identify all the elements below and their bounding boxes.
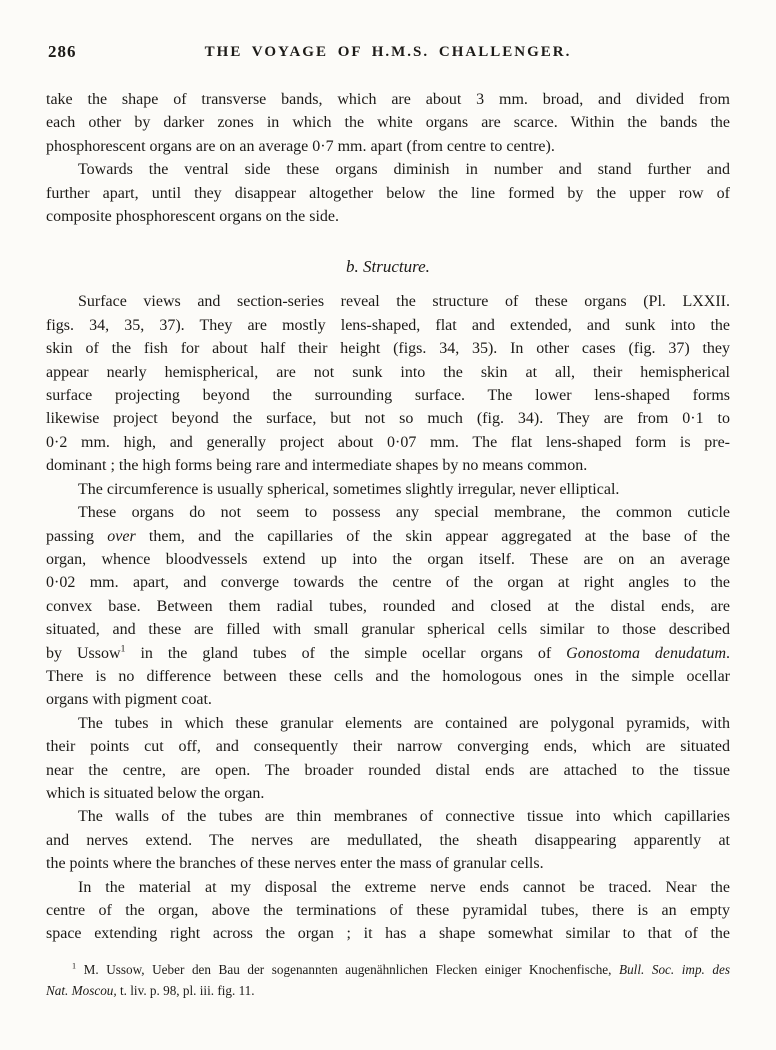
- text-run: passing: [46, 527, 108, 545]
- text-line: [46, 852, 730, 875]
- text-line: [46, 182, 730, 205]
- text-line: [46, 899, 730, 922]
- text-line: [46, 782, 730, 805]
- text-line: [46, 205, 730, 228]
- text-line: [46, 431, 730, 454]
- text-line: [46, 876, 730, 899]
- text-line: [46, 642, 730, 665]
- text-run: convex base. Between them radial tubes, rounded and closed at the distal ends, are: [46, 597, 730, 615]
- text-run: situated, and these are filled with small granular spherical cells similar to those described: [46, 621, 730, 639]
- text-line: [46, 337, 730, 360]
- text-run: skin of the fish for about half their height (figs. 34, 35). In other cases (fig. 37) they: [46, 340, 730, 358]
- text-run: Towards the ventral side these organs diminish in number and stand further and: [78, 161, 730, 179]
- text-line: [46, 618, 730, 641]
- text-run: phosphorescent organs are on an average 0·7 mm. apart (from centre to centre).: [46, 137, 555, 155]
- text-line: [46, 384, 730, 407]
- text-line: [46, 478, 730, 501]
- text-run: dominant ; the high forms being rare and intermediate shapes by no means common.: [46, 457, 588, 475]
- text-line: [46, 959, 730, 980]
- text-run: in the gland tubes of the simple ocellar organs of: [125, 644, 567, 662]
- section-heading: b. Structure.: [346, 257, 430, 277]
- page-body: [46, 88, 730, 1001]
- text-line: [46, 805, 730, 828]
- text-line: [46, 407, 730, 430]
- text-run: each other by darker zones in which the white organs are scarce. Within the bands the: [46, 114, 730, 132]
- text-run: surface projecting beyond the surrounding surface. The lower lens-shaped forms: [46, 387, 730, 405]
- text-run: M. Ussow, Ueber den Bau der sogenannten augenähnlichen Flecken einiger Knochenfische,: [76, 961, 620, 977]
- text-run: appear nearly hemispherical, are not sunk into the skin at all, their hemispherical: [46, 363, 730, 381]
- text-line: [46, 454, 730, 477]
- text-line: [46, 759, 730, 782]
- paragraph: [46, 88, 730, 158]
- text-run: them, and the capillaries of the skin appear aggregated at the base of the: [135, 527, 731, 545]
- text-line: [46, 314, 730, 337]
- text-line: [46, 290, 730, 313]
- text-run: The circumference is usually spherical, sometimes slightly irregular, never elliptical.: [78, 480, 620, 498]
- text-run: figs. 34, 35, 37). They are mostly lens-shaped, flat and extended, and sunk into the: [46, 316, 730, 334]
- text-run: the points where the branches of these nerves enter the mass of granular cells.: [46, 855, 544, 873]
- text-line: [46, 88, 730, 111]
- text-line: [46, 135, 730, 158]
- text-run: which is situated below the organ.: [46, 784, 265, 802]
- text-run: composite phosphorescent organs on the side.: [46, 208, 339, 226]
- footnote-marker: 1: [120, 643, 126, 655]
- text-run: centre of the organ, above the terminations of these pyramidal tubes, there is an empty: [46, 902, 730, 919]
- text-run: The tubes in which these granular elements are contained are polygonal pyramids, with: [78, 714, 730, 732]
- text-run: organ, whence bloodvessels extend up into the organ itself. These are on an average: [46, 550, 730, 568]
- page-number: 286: [48, 42, 77, 61]
- text-run: Surface views and section-series reveal the structure of these organs (Pl. LXXII.: [78, 293, 730, 311]
- text-run: These organs do not seem to possess any special membrane, the common cuticle: [78, 504, 730, 522]
- italic-text: over: [107, 527, 136, 545]
- text-line: [46, 922, 730, 945]
- text-line: [46, 525, 730, 548]
- text-line: [46, 829, 730, 852]
- text-run: 0·02 mm. apart, and converge towards the centre of the organ at right angles to the: [46, 574, 730, 592]
- text-line: [46, 571, 730, 594]
- text-run: near the centre, are open. The broader rounded distal ends are attached to the tissue: [46, 761, 730, 779]
- text-line: [46, 361, 730, 384]
- paragraph: [46, 501, 730, 712]
- text-run: In the material at my disposal the extreme nerve ends cannot be traced. Near the: [78, 878, 730, 896]
- running-title: THE VOYAGE OF H.M.S. CHALLENGER.: [204, 44, 572, 60]
- footnote: [46, 959, 730, 1001]
- text-line: [46, 735, 730, 758]
- text-run: and nerves extend. The nerves are medullated, the sheath disappearing apparently at: [46, 831, 730, 849]
- text-line: [46, 501, 730, 524]
- text-line: [46, 688, 730, 711]
- text-run: t. liv. p. 98, pl. iii. fig. 11.: [116, 982, 255, 998]
- text-run: their points cut off, and consequently their narrow converging ends, which are situated: [46, 738, 730, 756]
- paragraph: [46, 158, 730, 228]
- text-run: organs with pigment coat.: [46, 691, 212, 709]
- italic-text: Gonostoma denudatum: [566, 644, 727, 662]
- text-run: space extending right across the organ ; it has a shape somewhat similar to that of the: [46, 925, 730, 943]
- text-run: The walls of the tubes are thin membranes of connective tissue into which capillaries: [78, 808, 730, 826]
- text-run: 0·2 mm. high, and generally project about 0·07 mm. The flat lens-shaped form is pre-: [46, 433, 730, 451]
- footnote-marker: 1: [72, 961, 77, 971]
- page-header: [46, 42, 730, 62]
- text-run: likewise project beyond the surface, but not so much (fig. 34). They are from 0·1 to: [46, 410, 730, 428]
- text-line: [46, 712, 730, 735]
- text-run: .: [726, 644, 731, 662]
- text-line: [46, 980, 730, 1001]
- text-run: take the shape of transverse bands, which are about 3 mm. broad, and divided from: [46, 91, 730, 108]
- paragraph: [46, 478, 730, 501]
- text-line: [46, 595, 730, 618]
- italic-text: Nat. Moscou,: [46, 982, 117, 998]
- text-line: [46, 158, 730, 181]
- italic-text: Bull. Soc. imp. des: [619, 961, 730, 977]
- paragraph: [46, 712, 730, 806]
- text-run: by Ussow: [46, 644, 121, 662]
- paragraph: [46, 876, 730, 946]
- text-line: [46, 548, 730, 571]
- paragraph: [46, 805, 730, 875]
- text-line: [46, 111, 730, 134]
- text-run: There is no difference between these cells and the homologous ones in the simple ocellar: [46, 667, 730, 685]
- text-run: further apart, until they disappear altogether below the line formed by the upper row of: [46, 184, 730, 202]
- paragraph: [46, 290, 730, 477]
- text-line: [46, 665, 730, 688]
